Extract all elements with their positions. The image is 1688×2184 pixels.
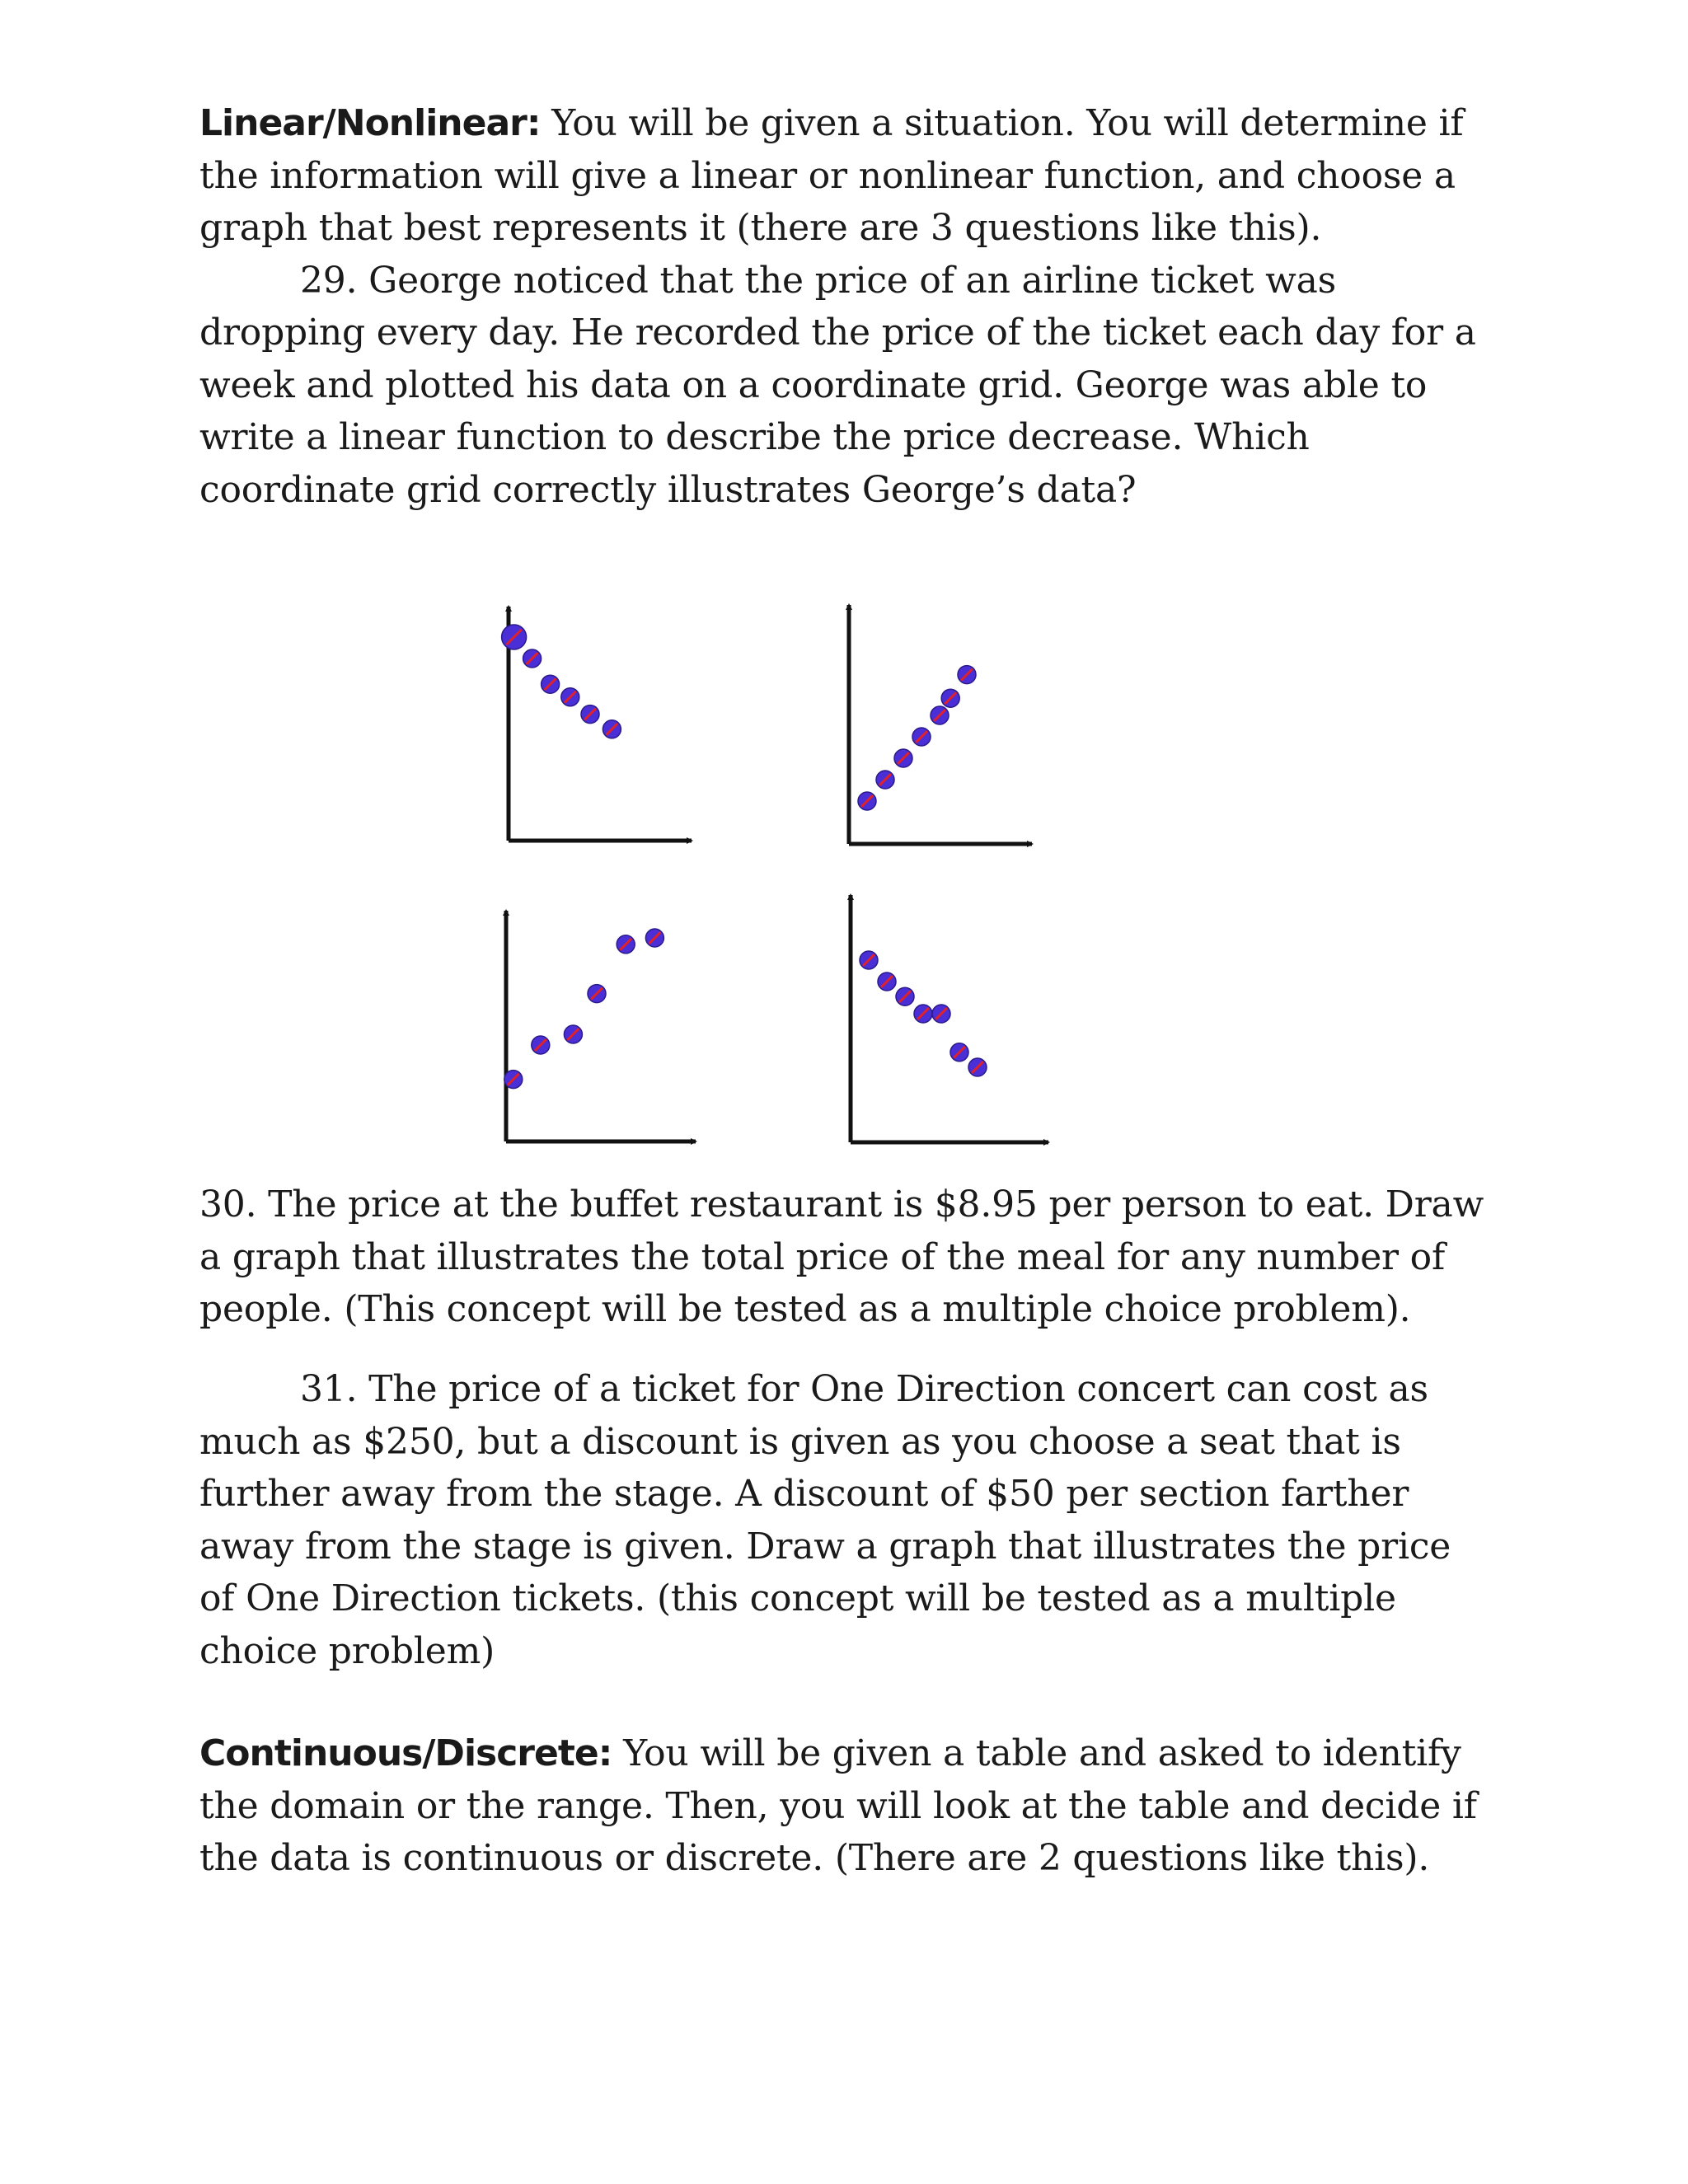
section-heading-linear-nonlinear: Linear/Nonlinear: bbox=[199, 102, 541, 144]
data-point bbox=[532, 1036, 550, 1054]
data-point bbox=[878, 972, 896, 991]
option-graph-4 bbox=[851, 895, 1048, 1142]
data-point bbox=[502, 625, 527, 649]
data-point bbox=[932, 1005, 950, 1023]
question-30-section bbox=[199, 1179, 1485, 1336]
data-point bbox=[523, 649, 542, 668]
data-point bbox=[896, 987, 914, 1005]
data-point bbox=[858, 792, 876, 810]
continuous-discrete-section bbox=[199, 1727, 1485, 1885]
data-point bbox=[645, 929, 663, 947]
data-point bbox=[914, 1005, 932, 1023]
section-heading-continuous-discrete: Continuous/Discrete: bbox=[199, 1732, 612, 1774]
data-point bbox=[542, 675, 560, 693]
data-point bbox=[968, 1058, 987, 1076]
data-point bbox=[876, 771, 894, 789]
data-point bbox=[958, 666, 976, 684]
continuous-text: You will be given a table and asked to identify the domain or the range. Then, you will look at the table and decide if the data is continuous or discrete. (There are 2 questions like this). bbox=[199, 1732, 1477, 1879]
data-point bbox=[564, 1025, 582, 1043]
option-graph-3 bbox=[504, 911, 696, 1141]
data-point bbox=[588, 985, 606, 1003]
question-31-section bbox=[199, 1363, 1485, 1677]
data-point bbox=[561, 688, 579, 706]
option-graph-2 bbox=[849, 605, 1032, 844]
data-point bbox=[950, 1043, 968, 1062]
data-point bbox=[894, 749, 912, 767]
option-graph-1 bbox=[502, 607, 692, 841]
continuous-paragraph bbox=[199, 1727, 1485, 1885]
data-point bbox=[617, 935, 635, 954]
data-point bbox=[860, 951, 878, 969]
data-point bbox=[603, 720, 621, 738]
data-point bbox=[941, 689, 959, 707]
question-31: 31. The price of a ticket for One Direction concert can cost as much as $250, but a discount is given as you choose a seat that is further away from the stage. A discount of $50 per section farther away from the stage is given. Draw a graph that illustrates the price of One Direction tickets. (this concept will be tested as a multiple choice problem) bbox=[199, 1368, 1451, 1672]
intro-text: You will be given a situation. You will determine if the information will give a linear or nonlinear function, and choose a graph that best represents it (there are 3 questions like this). bbox=[199, 102, 1464, 249]
data-point bbox=[581, 705, 599, 724]
data-point bbox=[931, 706, 949, 724]
question-29: 29. George noticed that the price of an airline ticket was dropping every day. He recorded the price of the ticket each day for a week and plotted his data on a coordinate grid. George was able to write a linear function to describe the price decrease. Which coordinate grid correctly illustrates George’s data? bbox=[199, 259, 1476, 511]
data-point bbox=[912, 728, 931, 746]
data-point bbox=[504, 1071, 523, 1089]
question-30: 30. The price at the buffet restaurant is $8.95 per person to eat. Draw a graph that illustrates the total price of the meal for any number of people. (This concept will be tested as a multiple choice problem). bbox=[199, 1183, 1484, 1330]
